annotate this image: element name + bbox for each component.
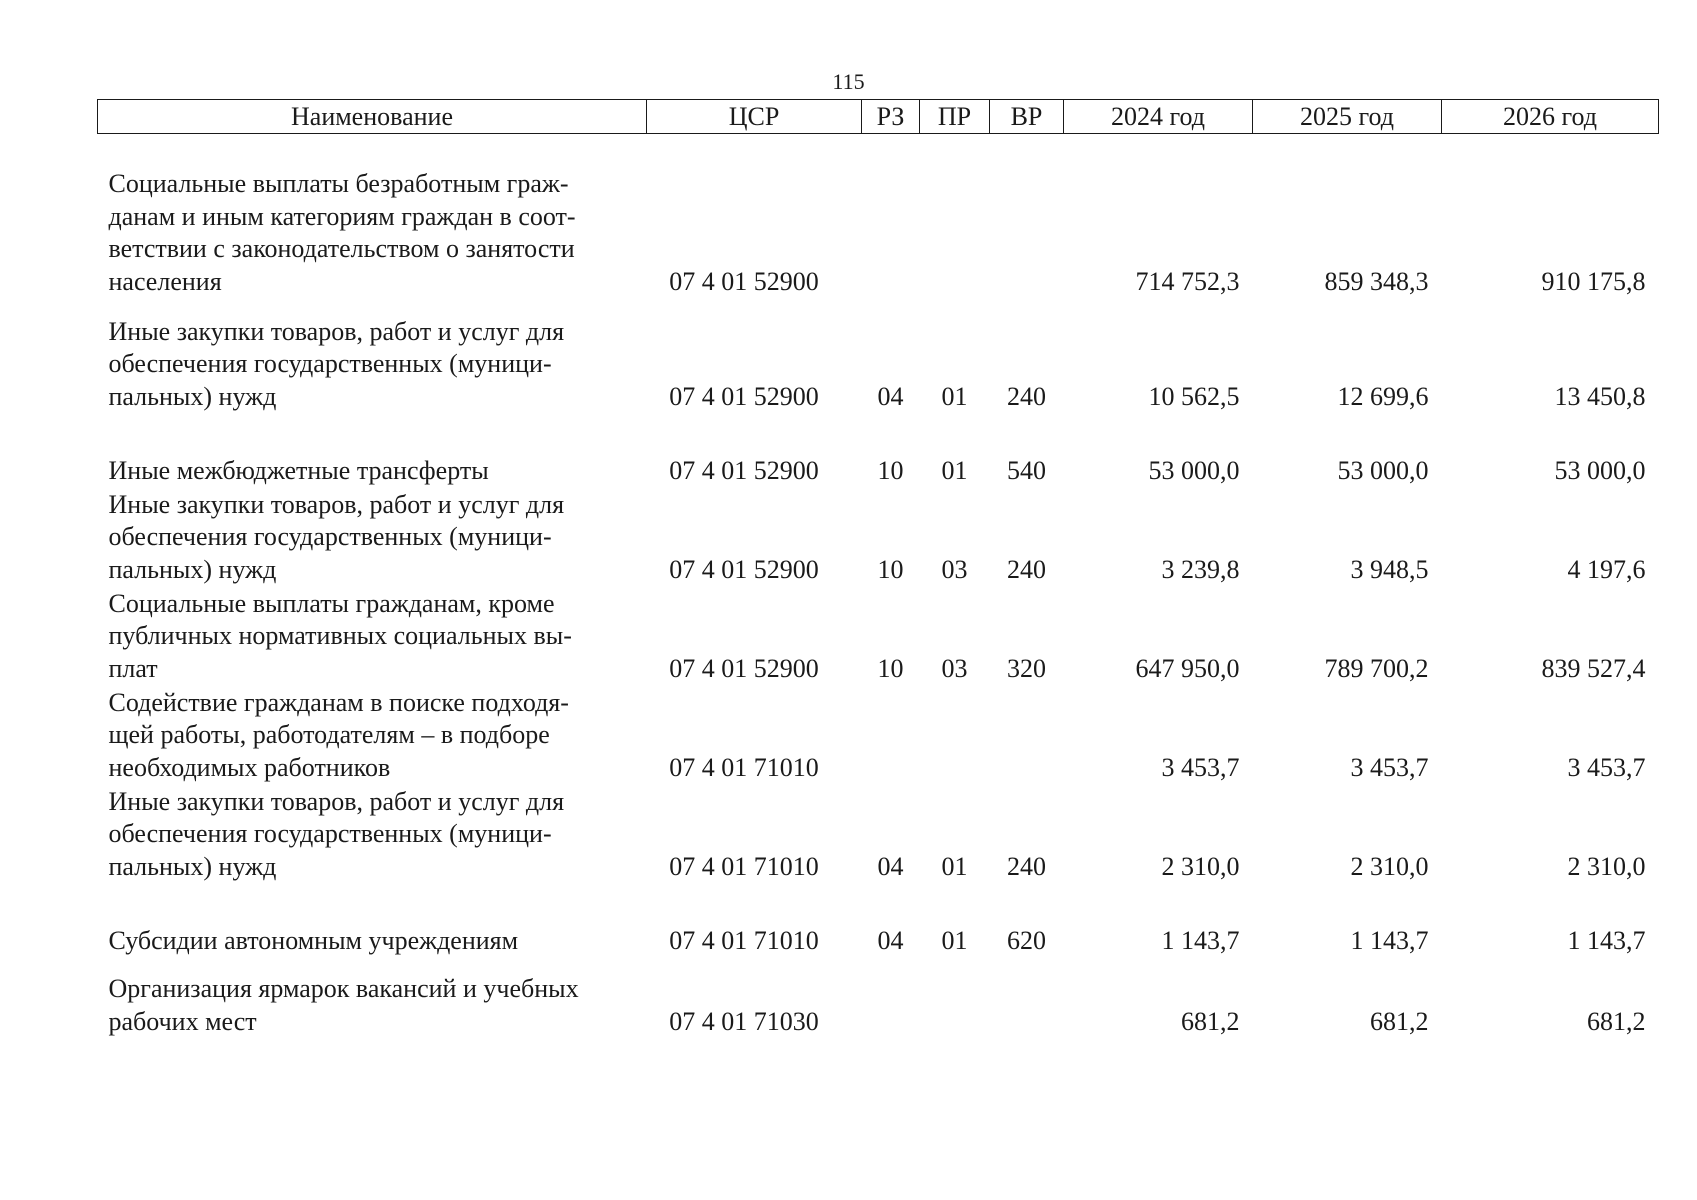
name-line: публичных нормативных социальных вы- [108,621,572,650]
row-rz: 10 [877,554,904,584]
name-line: пальных) нужд [108,851,277,881]
header-rz: РЗ [862,100,920,134]
row-pr: 01 [941,851,968,881]
name-line: Социальные выплаты безработным граж- [108,169,569,198]
row-csr: 07 4 01 52900 [669,554,819,584]
row-name [98,586,647,685]
name-line: Иные закупки товаров, работ и услуг для [108,786,565,816]
row-csr: 07 4 01 71010 [669,752,819,782]
row-2026: 53 000,0 [1554,455,1646,485]
table-row [98,784,1659,883]
row-vr: 620 [1007,925,1046,955]
table-row [98,487,1659,586]
name-line: пальных) нужд [108,381,277,411]
row-csr: 07 4 01 52900 [669,653,819,683]
header-pr: ПР [920,100,990,134]
name-line: Организация ярмарок вакансий и учебных [108,974,579,1003]
header-csr: ЦСР [647,100,862,134]
row-2024: 1 143,7 [1161,925,1240,955]
header-vr: ВР [990,100,1064,134]
row-2024: 53 000,0 [1148,455,1240,485]
row-2025: 2 310,0 [1350,851,1429,881]
row-2025: 3 453,7 [1350,752,1429,782]
table-row [98,413,1659,487]
row-vr [990,957,1064,1038]
row-csr: 07 4 01 71030 [669,1006,819,1036]
row-2024: 2 310,0 [1161,851,1240,881]
row-2024: 10 562,5 [1148,381,1240,411]
name-line: пальных) нужд [108,554,277,584]
row-rz: 10 [877,455,904,485]
name-line: Иные закупки товаров, работ и услуг для [108,489,565,519]
header-2025: 2025 год [1253,100,1442,134]
row-2024: 3 239,8 [1161,554,1240,584]
header-name: Наименование [98,100,647,134]
row-2025: 3 948,5 [1350,554,1429,584]
row-pr: 03 [941,554,968,584]
row-pr: 01 [941,925,968,955]
row-2026: 4 197,6 [1567,554,1646,584]
row-vr [990,134,1064,299]
name-line: плат [108,653,158,683]
row-2025: 859 348,3 [1324,266,1429,296]
row-csr: 07 4 01 71010 [669,851,819,881]
row-name [98,957,647,1038]
row-csr: 07 4 01 52900 [669,381,819,411]
table-header-row [98,100,1659,134]
budget-table [97,99,1659,1038]
name-line: Иные межбюджетные трансферты [108,455,489,485]
row-pr: 03 [941,653,968,683]
row-2026: 1 143,7 [1567,925,1646,955]
row-name [98,298,647,413]
name-line: ветствии с законодательством о занятости [108,234,575,263]
table-row [98,134,1659,299]
name-line: Иные закупки товаров, работ и услуг для [108,316,565,346]
row-2025: 681,2 [1370,1006,1429,1036]
row-vr: 320 [1007,653,1046,683]
row-rz [862,957,920,1038]
row-csr: 07 4 01 71010 [669,925,819,955]
row-2025: 12 699,6 [1337,381,1429,411]
row-csr: 07 4 01 52900 [669,266,819,296]
row-csr: 07 4 01 52900 [669,455,819,485]
name-line: необходимых работников [108,752,391,782]
row-2026: 2 310,0 [1567,851,1646,881]
name-line: Содействие гражданам в поиске подходя- [108,687,569,717]
row-rz: 10 [877,653,904,683]
row-name [98,134,647,299]
row-vr: 240 [1007,851,1046,881]
row-pr [920,957,990,1038]
row-2024: 681,2 [1181,1006,1240,1036]
row-vr [990,685,1064,784]
row-2024: 714 752,3 [1135,266,1240,296]
row-name [98,883,647,957]
row-name [98,685,647,784]
row-pr [920,134,990,299]
table-row [98,685,1659,784]
row-rz [862,134,920,299]
row-pr [920,685,990,784]
row-name [98,413,647,487]
row-2026: 839 527,4 [1541,653,1646,683]
row-vr: 540 [1007,455,1046,485]
row-rz: 04 [877,381,904,411]
row-2025: 789 700,2 [1324,653,1429,683]
name-line: обеспечения государственных (муници- [108,819,552,848]
table-row [98,586,1659,685]
row-2024: 647 950,0 [1135,653,1240,683]
header-2024: 2024 год [1064,100,1253,134]
row-vr: 240 [1007,381,1046,411]
row-2026: 681,2 [1587,1006,1646,1036]
table-row [98,883,1659,957]
name-line: обеспечения государственных (муници- [108,349,552,378]
table-row [98,957,1659,1038]
row-2025: 1 143,7 [1350,925,1429,955]
header-2026: 2026 год [1442,100,1659,134]
row-2026: 13 450,8 [1554,381,1646,411]
row-pr: 01 [941,381,968,411]
row-name [98,487,647,586]
row-rz: 04 [877,851,904,881]
page-number: 115 [832,69,865,94]
row-2025: 53 000,0 [1337,455,1429,485]
row-vr: 240 [1007,554,1046,584]
row-name [98,784,647,883]
row-rz: 04 [877,925,904,955]
name-line: данам и иным категориям граждан в соот- [108,201,576,231]
table-row [98,298,1659,413]
row-pr: 01 [941,455,968,485]
row-2024: 3 453,7 [1161,752,1240,782]
name-line: обеспечения государственных (муници- [108,522,552,551]
row-rz [862,685,920,784]
name-line: Субсидии автономным учреждениям [108,925,519,955]
row-2026: 910 175,8 [1541,266,1646,296]
name-line: Социальные выплаты гражданам, кроме [108,588,555,618]
name-line: щей работы, работодателям – в подборе [108,720,550,749]
name-line: рабочих мест [108,1006,257,1036]
name-line: населения [108,266,222,296]
row-2026: 3 453,7 [1567,752,1646,782]
